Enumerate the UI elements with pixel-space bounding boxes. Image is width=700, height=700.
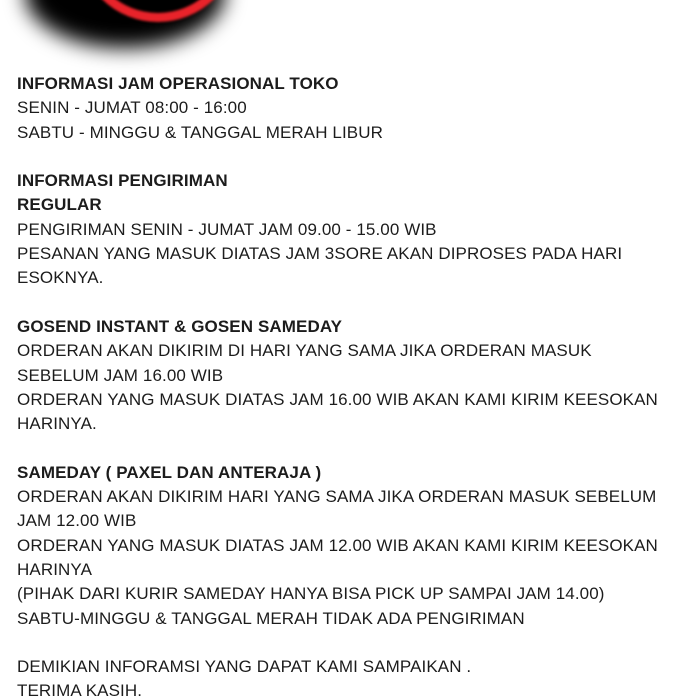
announcement-text	[17, 72, 693, 700]
section-heading: INFORMASI PENGIRIMAN	[17, 171, 228, 191]
text-line: PENGIRIMAN SENIN - JUMAT JAM 09.00 - 15.00 WIB	[17, 219, 437, 239]
section-heading: INFORMASI JAM OPERASIONAL TOKO	[17, 74, 339, 93]
section-penutup	[17, 655, 693, 700]
text-line: HARINYA.	[17, 414, 97, 434]
text-line: (PIHAK DARI KURIR SAMEDAY HANYA BISA PICK UP SAMPAI JAM 14.00)	[17, 584, 605, 604]
text-line: JAM 12.00 WIB	[17, 511, 137, 531]
text-line: DEMIKIAN INFORAMSI YANG DAPAT KAMI SAMPAIKAN .	[17, 657, 472, 677]
text-line: HARINYA	[17, 559, 93, 579]
text-line: SABTU-MINGGU & TANGGAL MERAH TIDAK ADA PENGIRIMAN	[17, 608, 525, 628]
section-jam-operasional	[17, 72, 693, 145]
section-pengiriman-regular	[17, 169, 693, 290]
text-line: ORDERAN YANG MASUK DIATAS JAM 16.00 WIB AKAN KAMI KIRIM KEESOKAN	[17, 389, 658, 409]
text-line: ORDERAN YANG MASUK DIATAS JAM 12.00 WIB AKAN KAMI KIRIM KEESOKAN	[17, 535, 658, 555]
text-line: ESOKNYA.	[17, 268, 104, 288]
text-line: PESANAN YANG MASUK DIATAS JAM 3SORE AKAN DIPROSES PADA HARI	[17, 244, 623, 264]
section-heading: GOSEND INSTANT & GOSEN SAMEDAY	[17, 316, 343, 336]
text-line: SENIN - JUMAT 08:00 - 16:00	[17, 98, 247, 118]
store-logo	[0, 0, 280, 80]
text-line: TERIMA KASIH.	[17, 681, 143, 700]
section-subheading: REGULAR	[17, 195, 102, 215]
text-line: SEBELUM JAM 16.00 WIB	[17, 365, 224, 385]
section-sameday	[17, 461, 693, 631]
text-line: ORDERAN AKAN DIKIRIM DI HARI YANG SAMA JIKA ORDERAN MASUK	[17, 341, 592, 361]
text-line: SABTU - MINGGU & TANGGAL MERAH LIBUR	[17, 122, 384, 142]
section-gosend	[17, 315, 693, 436]
section-heading: SAMEDAY ( PAXEL DAN ANTERAJA )	[17, 462, 322, 482]
text-line: ORDERAN AKAN DIKIRIM HARI YANG SAMA JIKA ORDERAN MASUK SEBELUM	[17, 487, 657, 507]
